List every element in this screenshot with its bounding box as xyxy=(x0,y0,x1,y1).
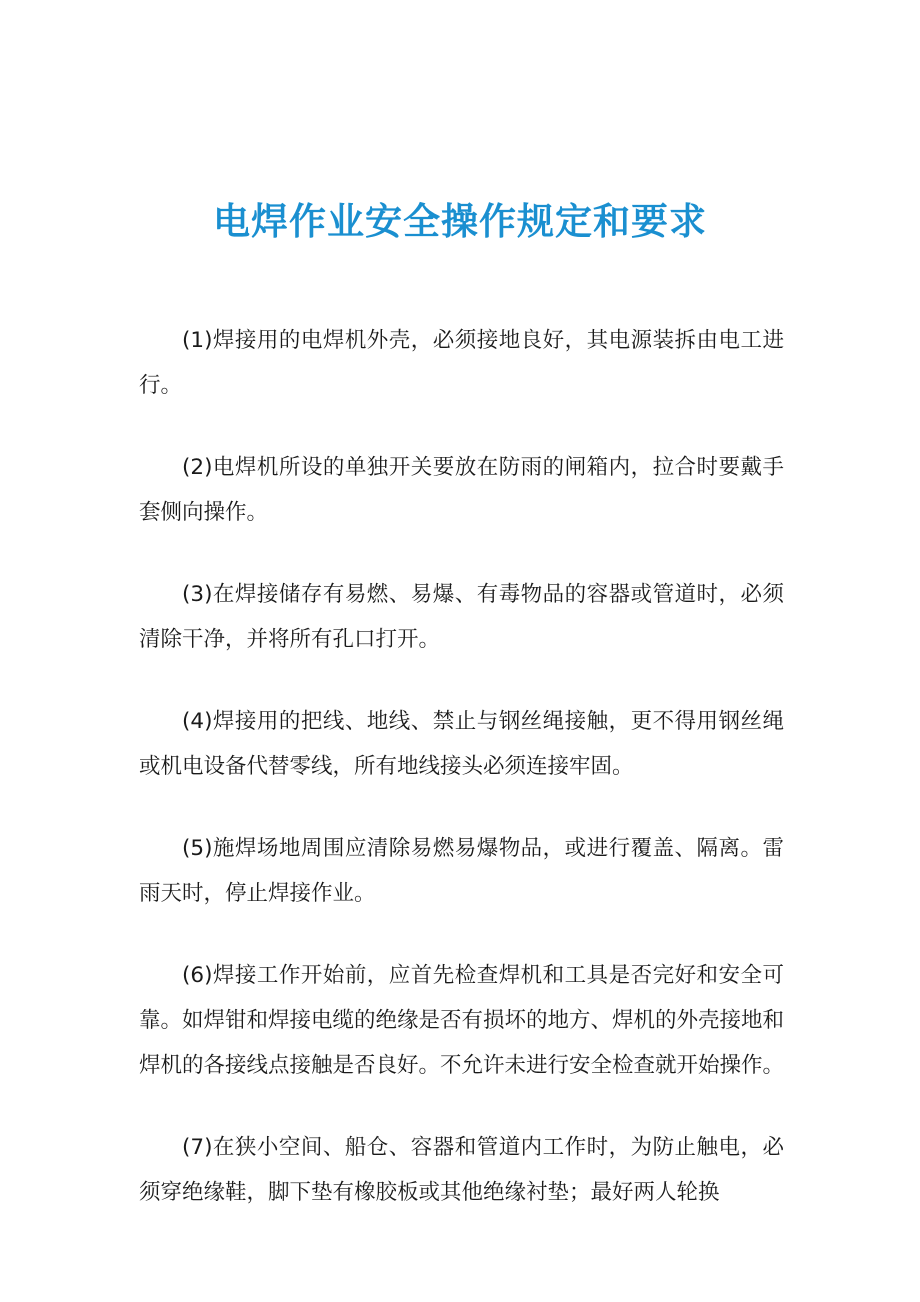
paragraph-5: (5)施焊场地周围应清除易燃易爆物品，或进行覆盖、隔离。雷雨天时，停止焊接作业。 xyxy=(139,836,784,906)
paragraph-6: (6)焊接工作开始前，应首先检查焊机和工具是否完好和安全可靠。如焊钳和焊接电缆的绝缘是否有损坏的地方、焊机的外壳接地和焊机的各接线点接触是否良好。不允许未进行安全检查就开始操作。 xyxy=(139,963,785,1078)
document-title: 电焊作业安全操作规定和要求 xyxy=(213,200,707,243)
document-body xyxy=(139,318,784,1252)
paragraph-2: (2)电焊机所设的单独开关要放在防雨的闸箱内，拉合时要戴手套侧向操作。 xyxy=(139,455,784,525)
paragraph-1: (1)焊接用的电焊机外壳，必须接地良好，其电源装拆由电工进行。 xyxy=(139,328,784,398)
paragraph-4: (4)焊接用的把线、地线、禁止与钢丝绳接触，更不得用钢丝绳或机电设备代替零线，所有地线接头必须连接牢固。 xyxy=(139,709,784,779)
paragraph-3: (3)在焊接储存有易燃、易爆、有毒物品的容器或管道时，必须清除干净，并将所有孔口打开。 xyxy=(139,582,784,652)
paragraph-7: (7)在狭小空间、船仓、容器和管道内工作时，为防止触电，必须穿绝缘鞋，脚下垫有橡胶板或其他绝缘衬垫；最好两人轮换 xyxy=(139,1135,784,1205)
